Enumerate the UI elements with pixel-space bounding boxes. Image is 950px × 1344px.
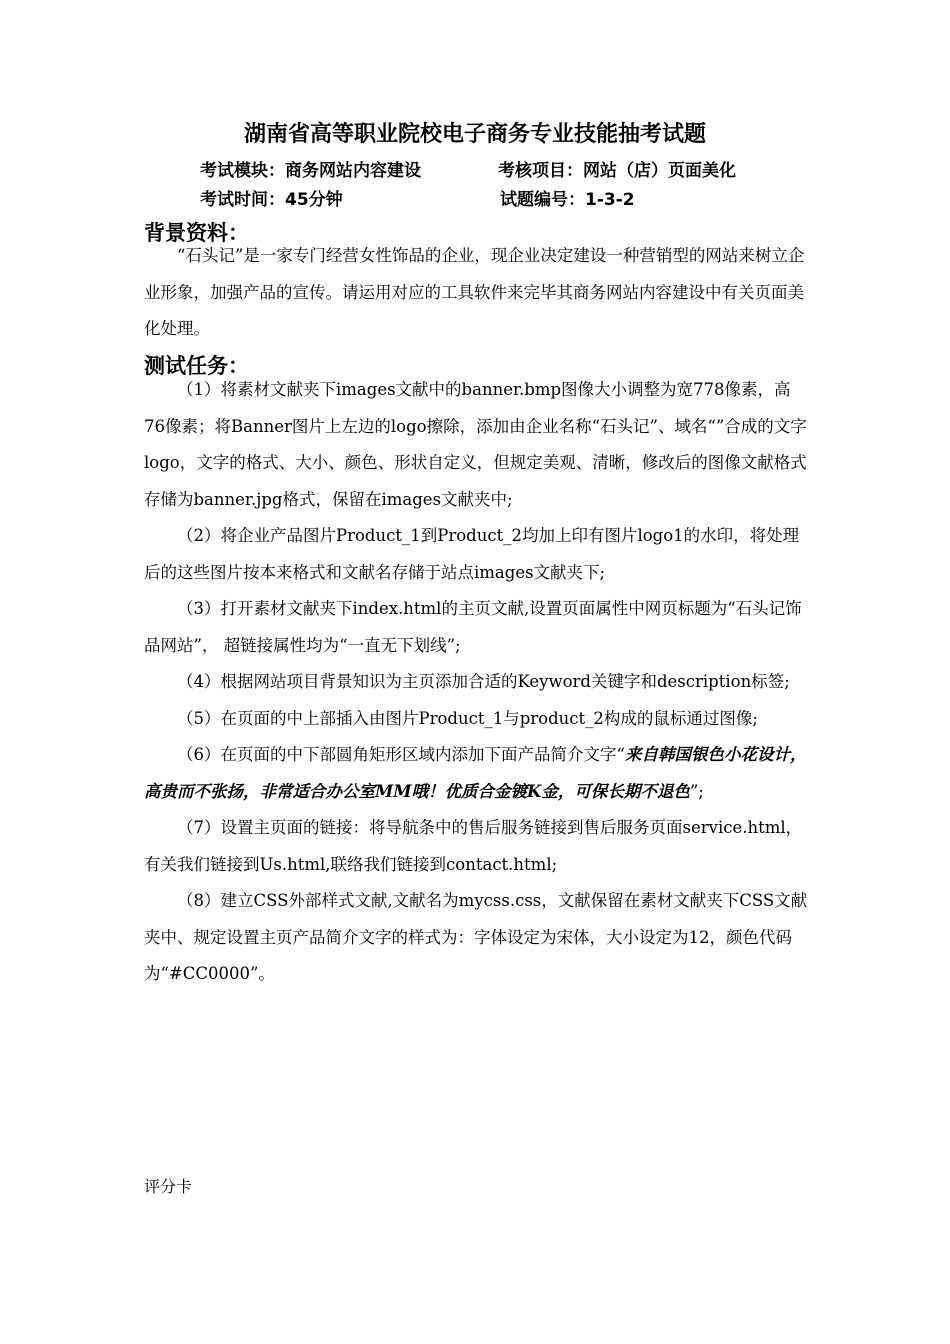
task-5: （5）在页面的中上部插入由图片Product_1与product_2构成的鼠标通过图像; [177,708,758,728]
background-text: “石头记”是一家专门经营女性饰品的企业，现企业决定建设一种营销型的网站来树立企业形象，加强产品的宣传。请运用对应的工具软件来完毕其商务网站内容建设中有关页面美化处理。 [144,246,805,338]
task-4: （4）根据网站项目背景知识为主页添加合适的Keyword关键字和description标签; [177,672,790,691]
product-description: 来自韩国银色小花设计，高贵而不张扬，非常适合办公室MM哦！优质合金镀K金，可保长期不退色 [144,745,807,801]
exam-item: 考核项目：网站（店）页面美化 [498,161,736,181]
task-2: （2）将企业产品图片Product_1到Product_2均加上印有图片logo1的水印，将处理后的这些图片按本来格式和文献名存储于站点images文献夹下; [144,526,800,582]
background-heading: 背景资料： [144,221,249,245]
task-1: （1）将素材文献夹下images文献中的banner.bmp图像大小调整为宽778像素，高76像素；将Banner图片上左边的logo擦除，添加由企业名称“石头记”、域名“”合成的文字logo，文字的格式、大小、颜色、形状自定义，但规定美观、清晰，修改后的图像文献格式存储为banner.jpg格式，保留在images文献夹中; [144,380,807,509]
background-section [144,238,808,348]
task-6 [144,737,808,810]
tasks-section [144,372,808,993]
tasks-heading: 测试任务： [144,354,249,378]
exam-module: 考试模块：商务网站内容建设 [200,161,421,181]
exam-time: 考试时间：45分钟 [200,190,343,210]
task-7: （7）设置主页面的链接：将导航条中的售后服务链接到售后服务页面service.html，有关我们链接到Us.html,联络我们链接到contact.html; [144,818,803,874]
exam-number: 试题编号：1-3-2 [500,190,635,210]
task-8: （8）建立CSS外部样式文献,文献名为mycss.css，文献保留在素材文献夹下CSS文献夹中、规定设置主页产品简介文字的样式为：字体设定为宋体，大小设定为12，颜色代码为“#CC0000”。 [144,891,808,983]
task-3: （3）打开素材文献夹下index.html的主页文献,设置页面属性中网页标题为“石头记饰品网站”， 超链接属性均为“一直无下划线”; [144,599,802,655]
scorecard-label: 评分卡 [144,1177,193,1196]
document-title: 湖南省高等职业院校电子商务专业技能抽考试题 [243,122,706,147]
task-6-suffix: ”; [689,781,704,801]
task-6-prefix: （6）在页面的中下部圆角矩形区域内添加下面产品简介文字“ [177,745,625,764]
